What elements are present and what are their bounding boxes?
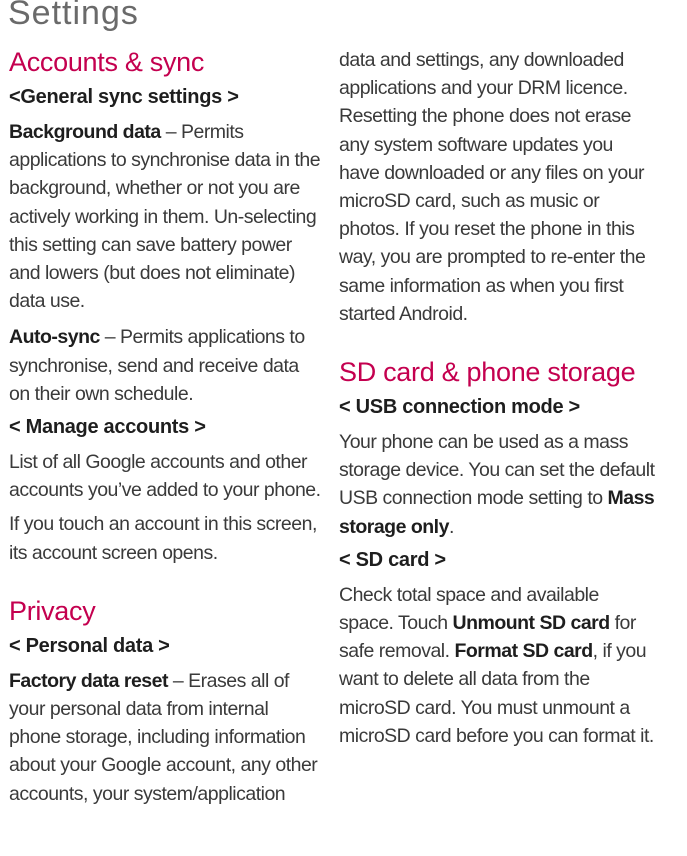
page-title: Settings [8,0,139,32]
personal-data-subheading: < Personal data > [9,634,170,657]
auto-sync-paragraph [9,323,321,408]
background-data-text: – Permits applications to synchronise data in the background, whether or not you are actively working in them. Un-selecting this setting can save battery power and lowers (but does not eliminate) data use. [9,121,321,313]
sd-card-paragraph [339,581,657,750]
privacy-heading: Privacy [9,595,96,626]
accounts-sync-heading: Accounts & sync [9,47,205,77]
auto-sync-term: Auto-sync [9,326,100,349]
factory-reset-text: – Erases all of your personal data from internal phone storage, including information about your Google account, any other accounts, your system/application [9,669,318,805]
usb-connection-mode-subheading: < USB connection mode > [339,396,580,419]
sd-card-subheading: < SD card > [339,548,446,571]
mass-storage-only-term: Mass storage only [339,487,655,538]
manage-accounts-text-2: If you touch an account in this screen, its account screen opens. [9,513,317,564]
background-data-term: Background data [9,121,161,143]
left-column [9,46,321,814]
manage-accounts-text-1: List of all Google accounts and other accounts you’ve added to your phone. [9,451,321,502]
factory-reset-continued-text: data and settings, any downloaded applications and your DRM licence. Resetting the phone does not erase any system software updates you have downloaded or any files on your microSD card, such as music or photos. If you reset the phone in this way, you are prompted to re-enter the same information as when you first started Android. [339,49,646,325]
background-data-paragraph [9,118,321,315]
usb-connection-text: Your phone can be used as a mass storage device. You can set the default USB connection mode setting to [339,431,655,510]
sd-card-text-3: , if you want to delete all data from the microSD card. You must unmount a microSD card before you can format it. [339,640,654,747]
sd-card-text-2: for safe removal. [339,612,636,663]
sd-card-storage-heading: SD card & phone storage [339,357,636,388]
sd-card-text-1: Check total space and available space. Touch [339,583,599,635]
general-sync-settings-subheading: <General sync settings > [9,86,239,108]
usb-connection-end: . [448,515,454,538]
format-sd-card-term: Format SD card [454,640,593,663]
right-column [339,46,657,756]
manage-accounts-subheading: < Manage accounts > [9,416,206,439]
factory-reset-term: Factory data reset [9,669,168,692]
auto-sync-text: – Permits applications to synchronise, send and receive data on their own schedule. [9,326,305,405]
factory-reset-paragraph [9,667,321,808]
unmount-sd-card-term: Unmount SD card [452,612,610,635]
usb-connection-paragraph [339,428,657,541]
